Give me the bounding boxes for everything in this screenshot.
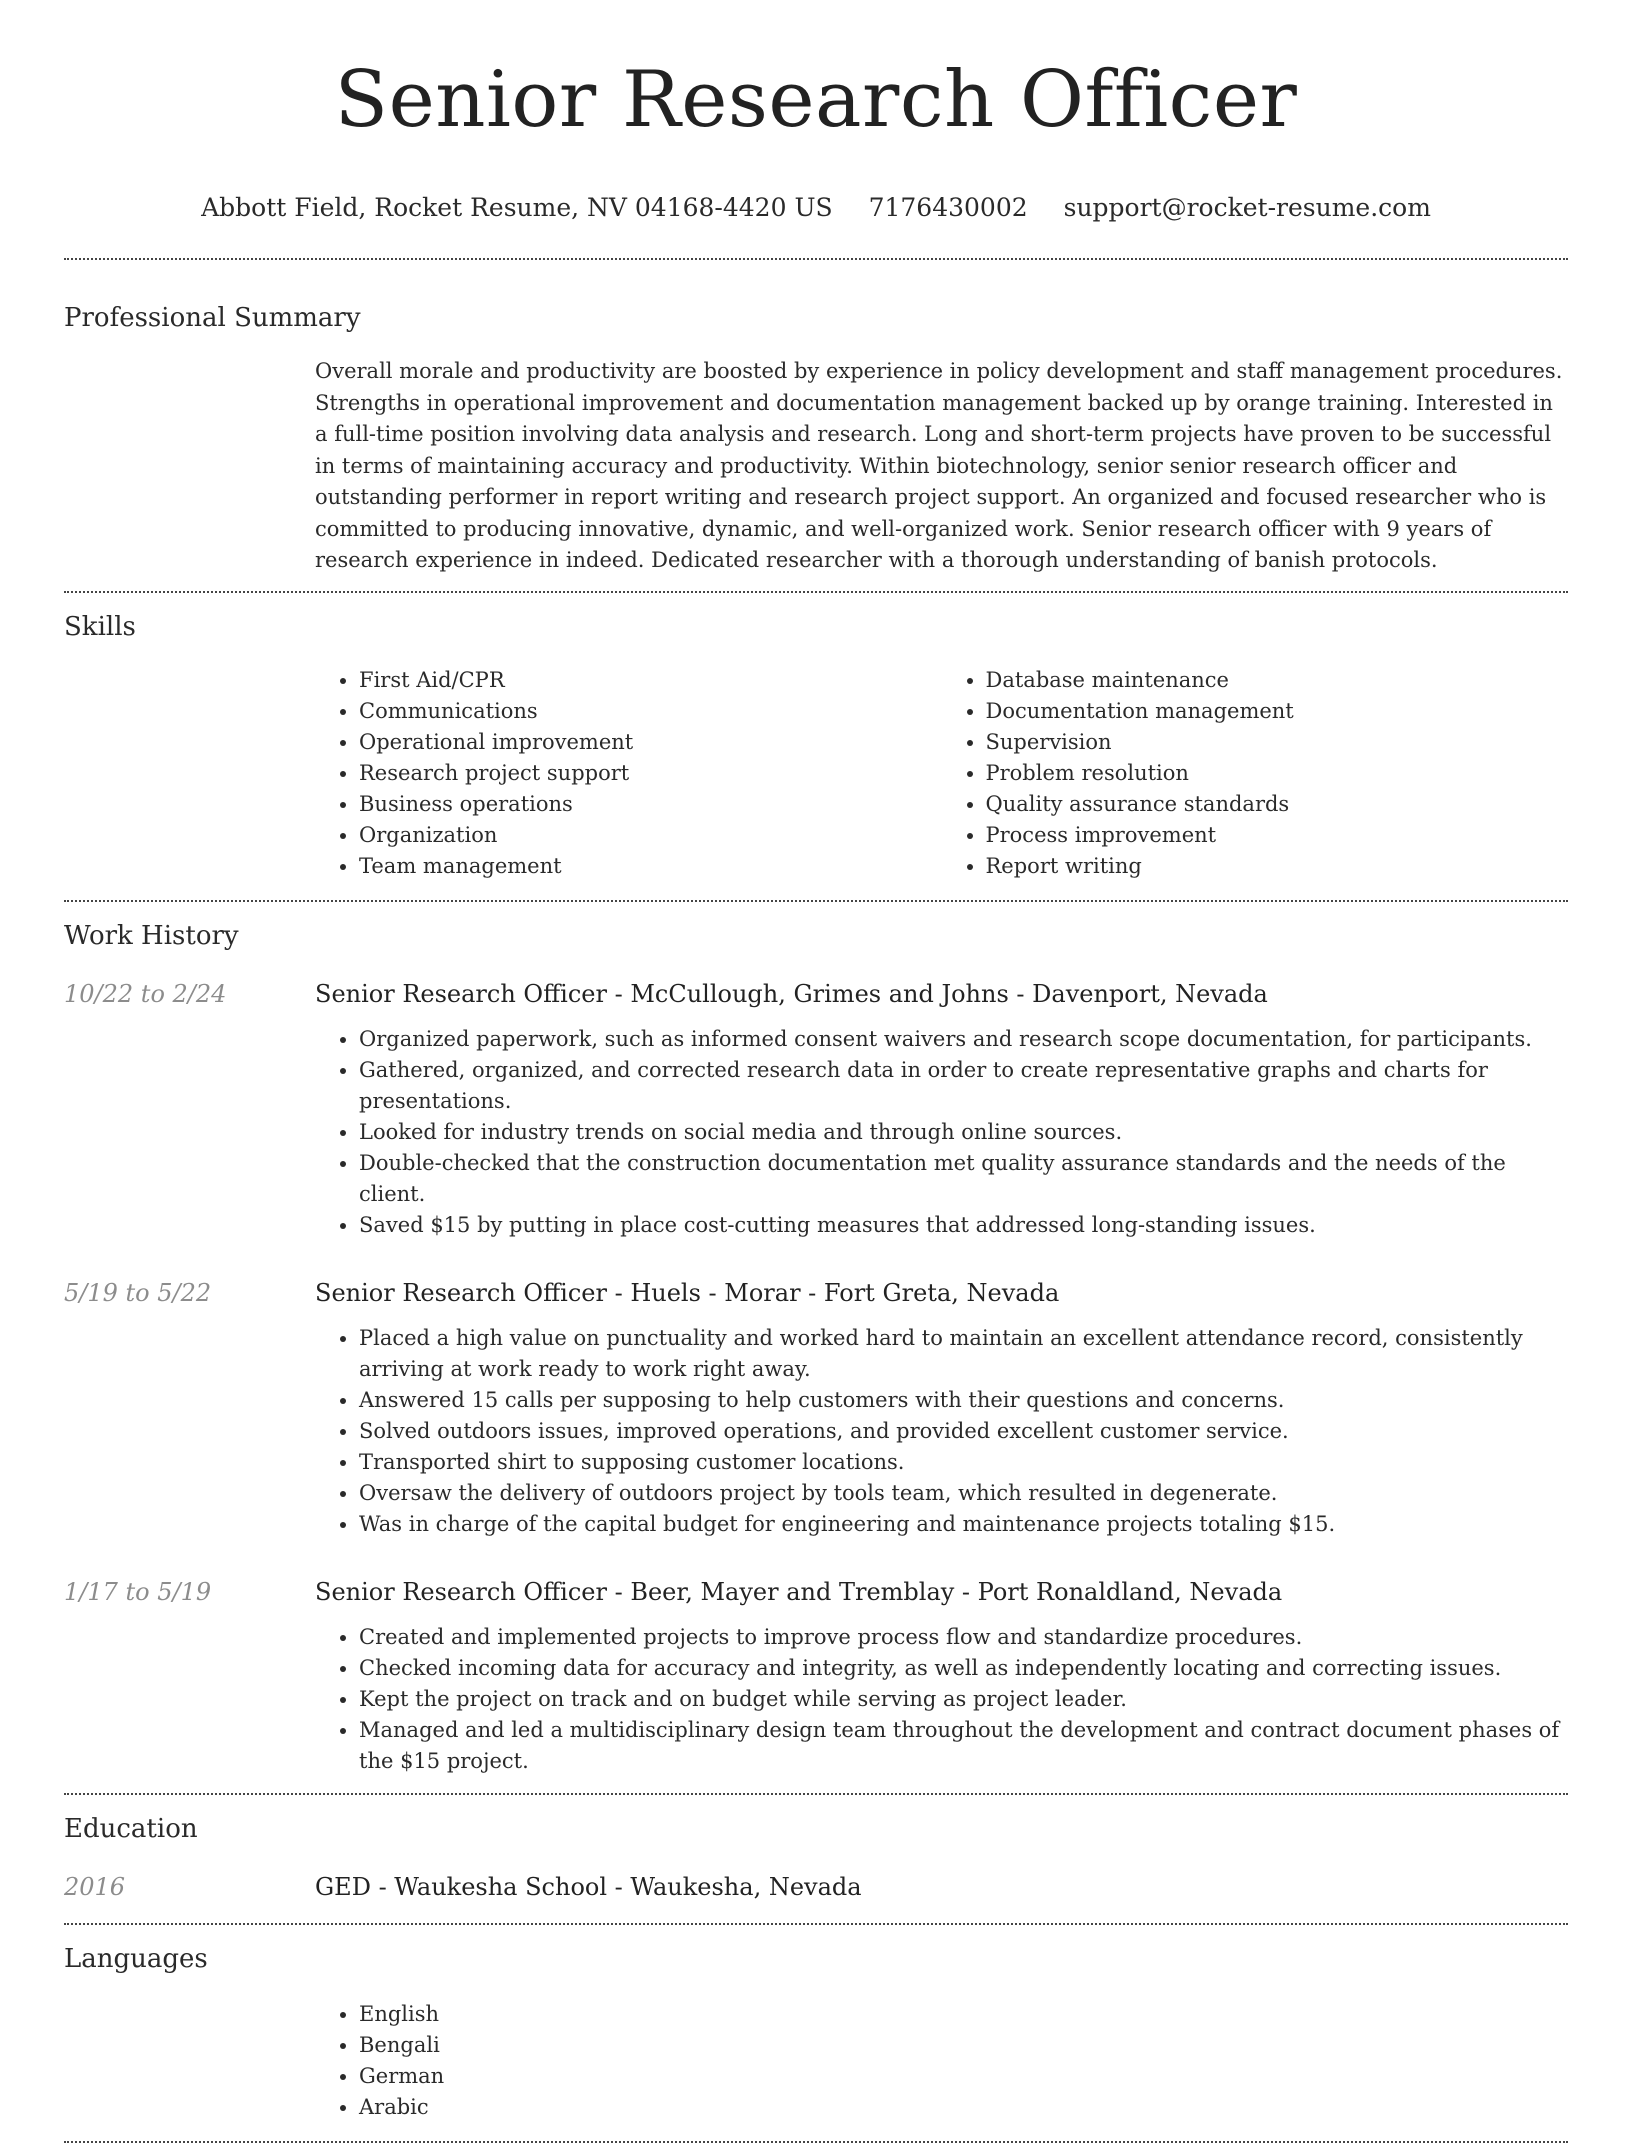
resume-name: Senior Research Officer [334,55,1298,145]
language-item: • English [359,1999,1568,2030]
skill-item: • Organization [359,820,942,851]
education-heading: GED - Waukesha School - Waukesha, Nevada [315,1872,862,1901]
skills-section [64,593,1568,900]
skills-title: Skills [64,611,136,642]
job-date: 10/22 to 2/24 [64,979,227,1008]
skill-item: • Database maintenance [986,665,1569,696]
language-item: • Arabic [359,2092,1568,2123]
job-bullet: • Checked incoming data for accuracy and integrity, as well as independently locating and correcting issues. [359,1653,1568,1684]
skill-item: • Problem resolution [986,758,1569,789]
job-bullet: • Organized paperwork, such as informed consent waivers and research scope documentation, for participants. [359,1024,1568,1055]
skill-item: • Team management [359,851,942,882]
education-section [64,1795,1568,1923]
language-item: • Bengali [359,2030,1568,2061]
languages-list [315,1999,1568,2123]
contact-address: Abbott Field, Rocket Resume, NV 04168-4420 US [201,193,833,222]
education-date: 2016 [64,1872,126,1901]
skill-item: • Business operations [359,789,942,820]
job-date: 5/19 to 5/22 [64,1278,212,1307]
skill-item: • Operational improvement [359,727,942,758]
job-entry [64,1574,1568,1777]
languages-section [64,1925,1568,2141]
job-bullet: • Double-checked that the construction documentation met quality assurance standards and the needs of the client. [359,1148,1568,1210]
contact-line [64,188,1568,228]
job-bullet: • Created and implemented projects to improve process flow and standardize procedures. [359,1622,1568,1653]
languages-list-wrap [315,1999,1568,2141]
contact-email: support@rocket-resume.com [1063,193,1431,222]
summary-section [64,260,1568,591]
job-bullet: • Looked for industry trends on social media and through online sources. [359,1117,1568,1148]
job-date: 1/17 to 5/19 [64,1577,212,1606]
skill-item: • Communications [359,696,942,727]
job-bullet: • Answered 15 calls per supposing to help customers with their questions and concerns. [359,1385,1568,1416]
job-content [315,976,1568,1241]
job-bullet: • Kept the project on track and on budget while serving as project leader. [359,1684,1568,1715]
job-bullets [315,1024,1568,1241]
education-title: Education [64,1813,198,1844]
skill-item: • Documentation management [986,696,1569,727]
contact-phone: 7176430002 [868,193,1028,222]
summary-title: Professional Summary [64,303,361,333]
job-entry [64,976,1568,1241]
languages-title: Languages [64,1943,208,1974]
job-bullet: • Saved $15 by putting in place cost-cutting measures that addressed long-standing issues. [359,1210,1568,1241]
job-bullet: • Transported shirt to supposing customer locations. [359,1447,1568,1478]
skills-grid [315,665,1568,900]
job-content [315,1574,1568,1777]
job-bullet: • Gathered, organized, and corrected research data in order to create representative graphs and charts for presentations. [359,1055,1568,1117]
job-bullets [315,1622,1568,1777]
skill-item: • Research project support [359,758,942,789]
language-item: • German [359,2061,1568,2092]
job-bullet: • Placed a high value on punctuality and worked hard to maintain an excellent attendance record, consistently arriving at work ready to work right away. [359,1323,1568,1385]
job-bullet: • Was in charge of the capital budget for engineering and maintenance projects totaling $15. [359,1509,1568,1540]
job-bullet: • Managed and led a multidisciplinary design team throughout the development and contract document phases of the $15 project. [359,1715,1568,1777]
work-section [64,902,1568,1793]
job-content [315,1275,1568,1540]
skill-item: • First Aid/CPR [359,665,942,696]
skill-item: • Supervision [986,727,1569,758]
summary-text: Overall morale and productivity are boosted by experience in policy development and staff management procedures. Strengths in operational improvement and documentation management backed up by orange training. Interested in a full-time position involving data analysis and research. Long and short-term projects have proven to be successful in terms of maintaining accuracy and productivity. Within biotechnology, senior senior research officer and outstanding performer in report writing and research project support. An organized and focused researcher who is committed to producing innovative, dynamic, and well-organized work. Senior research officer with 9 years of research experience in indeed. Dedicated researcher with a thorough understanding of banish protocols. [315,359,1563,572]
education-entry [64,1869,1568,1923]
skills-list-right [942,665,1569,882]
job-entry [64,1275,1568,1540]
job-heading: Senior Research Officer - Beer, Mayer and Tremblay - Port Ronaldland, Nevada [315,1577,1283,1606]
job-bullet: • Oversaw the delivery of outdoors project by tools team, which resulted in degenerate. [359,1478,1568,1509]
job-heading: Senior Research Officer - McCullough, Grimes and Johns - Davenport, Nevada [315,979,1268,1008]
skill-item: • Quality assurance standards [986,789,1569,820]
divider [64,2141,1568,2143]
job-bullets [315,1323,1568,1540]
work-title: Work History [64,920,239,951]
skills-list-left [315,665,942,882]
job-bullet: • Solved outdoors issues, improved operations, and provided excellent customer service. [359,1416,1568,1447]
job-heading: Senior Research Officer - Huels - Morar - Fort Greta, Nevada [315,1278,1060,1307]
skill-item: • Process improvement [986,820,1569,851]
skill-item: • Report writing [986,851,1569,882]
